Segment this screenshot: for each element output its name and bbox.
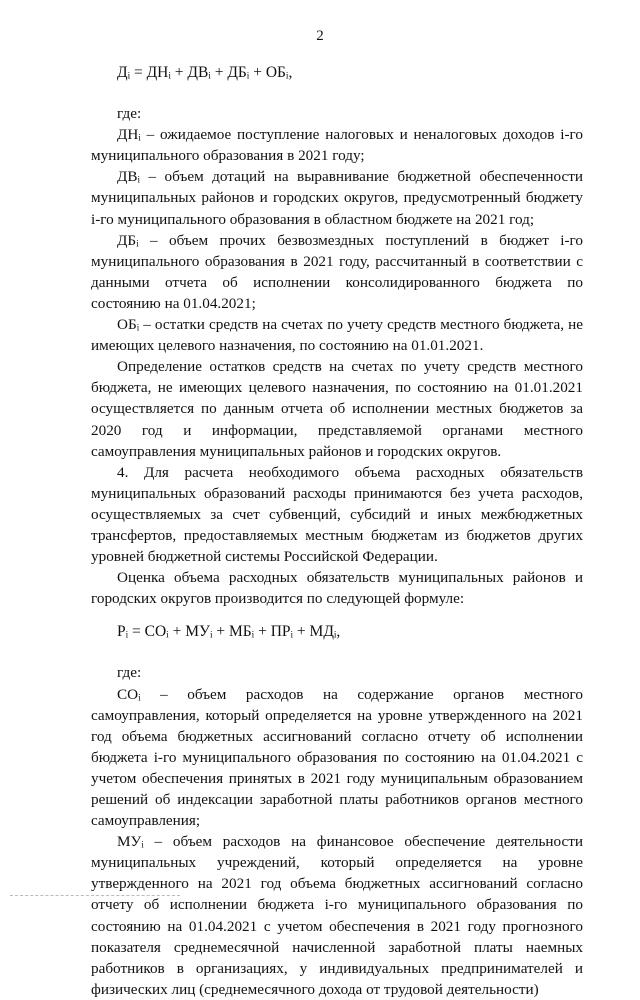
footer-divider bbox=[10, 895, 180, 897]
paragraph-balances: Определение остатков средств на счетах по учету средств местного бюджета, не имеющих целевого назначения, по состоянию на 01.01.2021 осуществляется по данным отчета об исполнении местных бюджетов за 2020 год и информации, представляемой органами местного самоуправления муниципальных районов и городских округов. bbox=[91, 358, 583, 460]
where-label: где: bbox=[117, 105, 142, 123]
definition-so: СОᵢ – объем расходов на содержание органов местного самоуправления, который определяется на уровне утвержденного на 2021 год объема бюджетных ассигнований согласно отчету об исполнении бюджета i-го муниципального образования по состоянию на 01.04.2021 с учетом обеспечения принятых в 2021 году муниципальным образованием решений об индексации заработной платы работников органов местного самоуправления; bbox=[91, 685, 583, 830]
definition-mu: МУᵢ – объем расходов на финансовое обеспечение деятельности муниципальных учреждений, который определяется на уровне утвержденного на 2021 год объема бюджетных ассигнований согласно отчету об исполнении бюджета i-го муниципального образования по состоянию на 01.04.2021 с учетом обеспечения в 2021 году прогнозного показателя среднемесячной начисленной заработной платы наемных работников в организациях, у индивидуальных предпринимателей и физических лиц (среднемесячного дохода от трудовой деятельности) bbox=[91, 833, 583, 998]
page-number: 2 bbox=[316, 28, 324, 44]
definition-ob: ОБᵢ – остатки средств на счетах по учету средств местного бюджета, не имеющих целевого назначения, по состоянию на 01.01.2021. bbox=[91, 316, 583, 355]
formula-expenses: Рᵢ = СОᵢ + МУᵢ + МБᵢ + ПРᵢ + МДᵢ, bbox=[117, 623, 341, 641]
formula-income: Дᵢ = ДНᵢ + ДВᵢ + ДБᵢ + ОБᵢ, bbox=[117, 64, 293, 81]
definition-db: ДБᵢ – объем прочих безвозмездных поступлений в бюджет i-го муниципального образования в 2021 году, рассчитанный в соответствии с данными отчета об исполнении консолидированного бюджета по состоянию на 01.04.2021; bbox=[91, 231, 583, 312]
document-body bbox=[91, 50, 583, 1000]
definition-dn: ДНᵢ – ожидаемое поступление налоговых и неналоговых доходов i-го муниципального образования в 2021 году; bbox=[91, 126, 583, 165]
paragraph-item-4: 4. Для расчета необходимого объема расходных обязательств муниципальных образований расходы принимаются без учета расходов, осуществляемых за счет субвенций, субсидий и иных межбюджетных трансфертов, предоставляемых местным бюджетам из бюджетов других уровней бюджетной системы Российской Федерации. bbox=[91, 463, 583, 566]
paragraph-assessment: Оценка объема расходных обязательств муниципальных районов и городских округов производится по следующей формуле: bbox=[91, 569, 583, 608]
where-label-2: где: bbox=[117, 664, 142, 682]
definition-dv: ДВᵢ – объем дотаций на выравнивание бюджетной обеспеченности муниципальных районов и городских округов, предусмотренный бюджету i-го муниципального образования в областном бюджете на 2021 год; bbox=[91, 168, 583, 228]
